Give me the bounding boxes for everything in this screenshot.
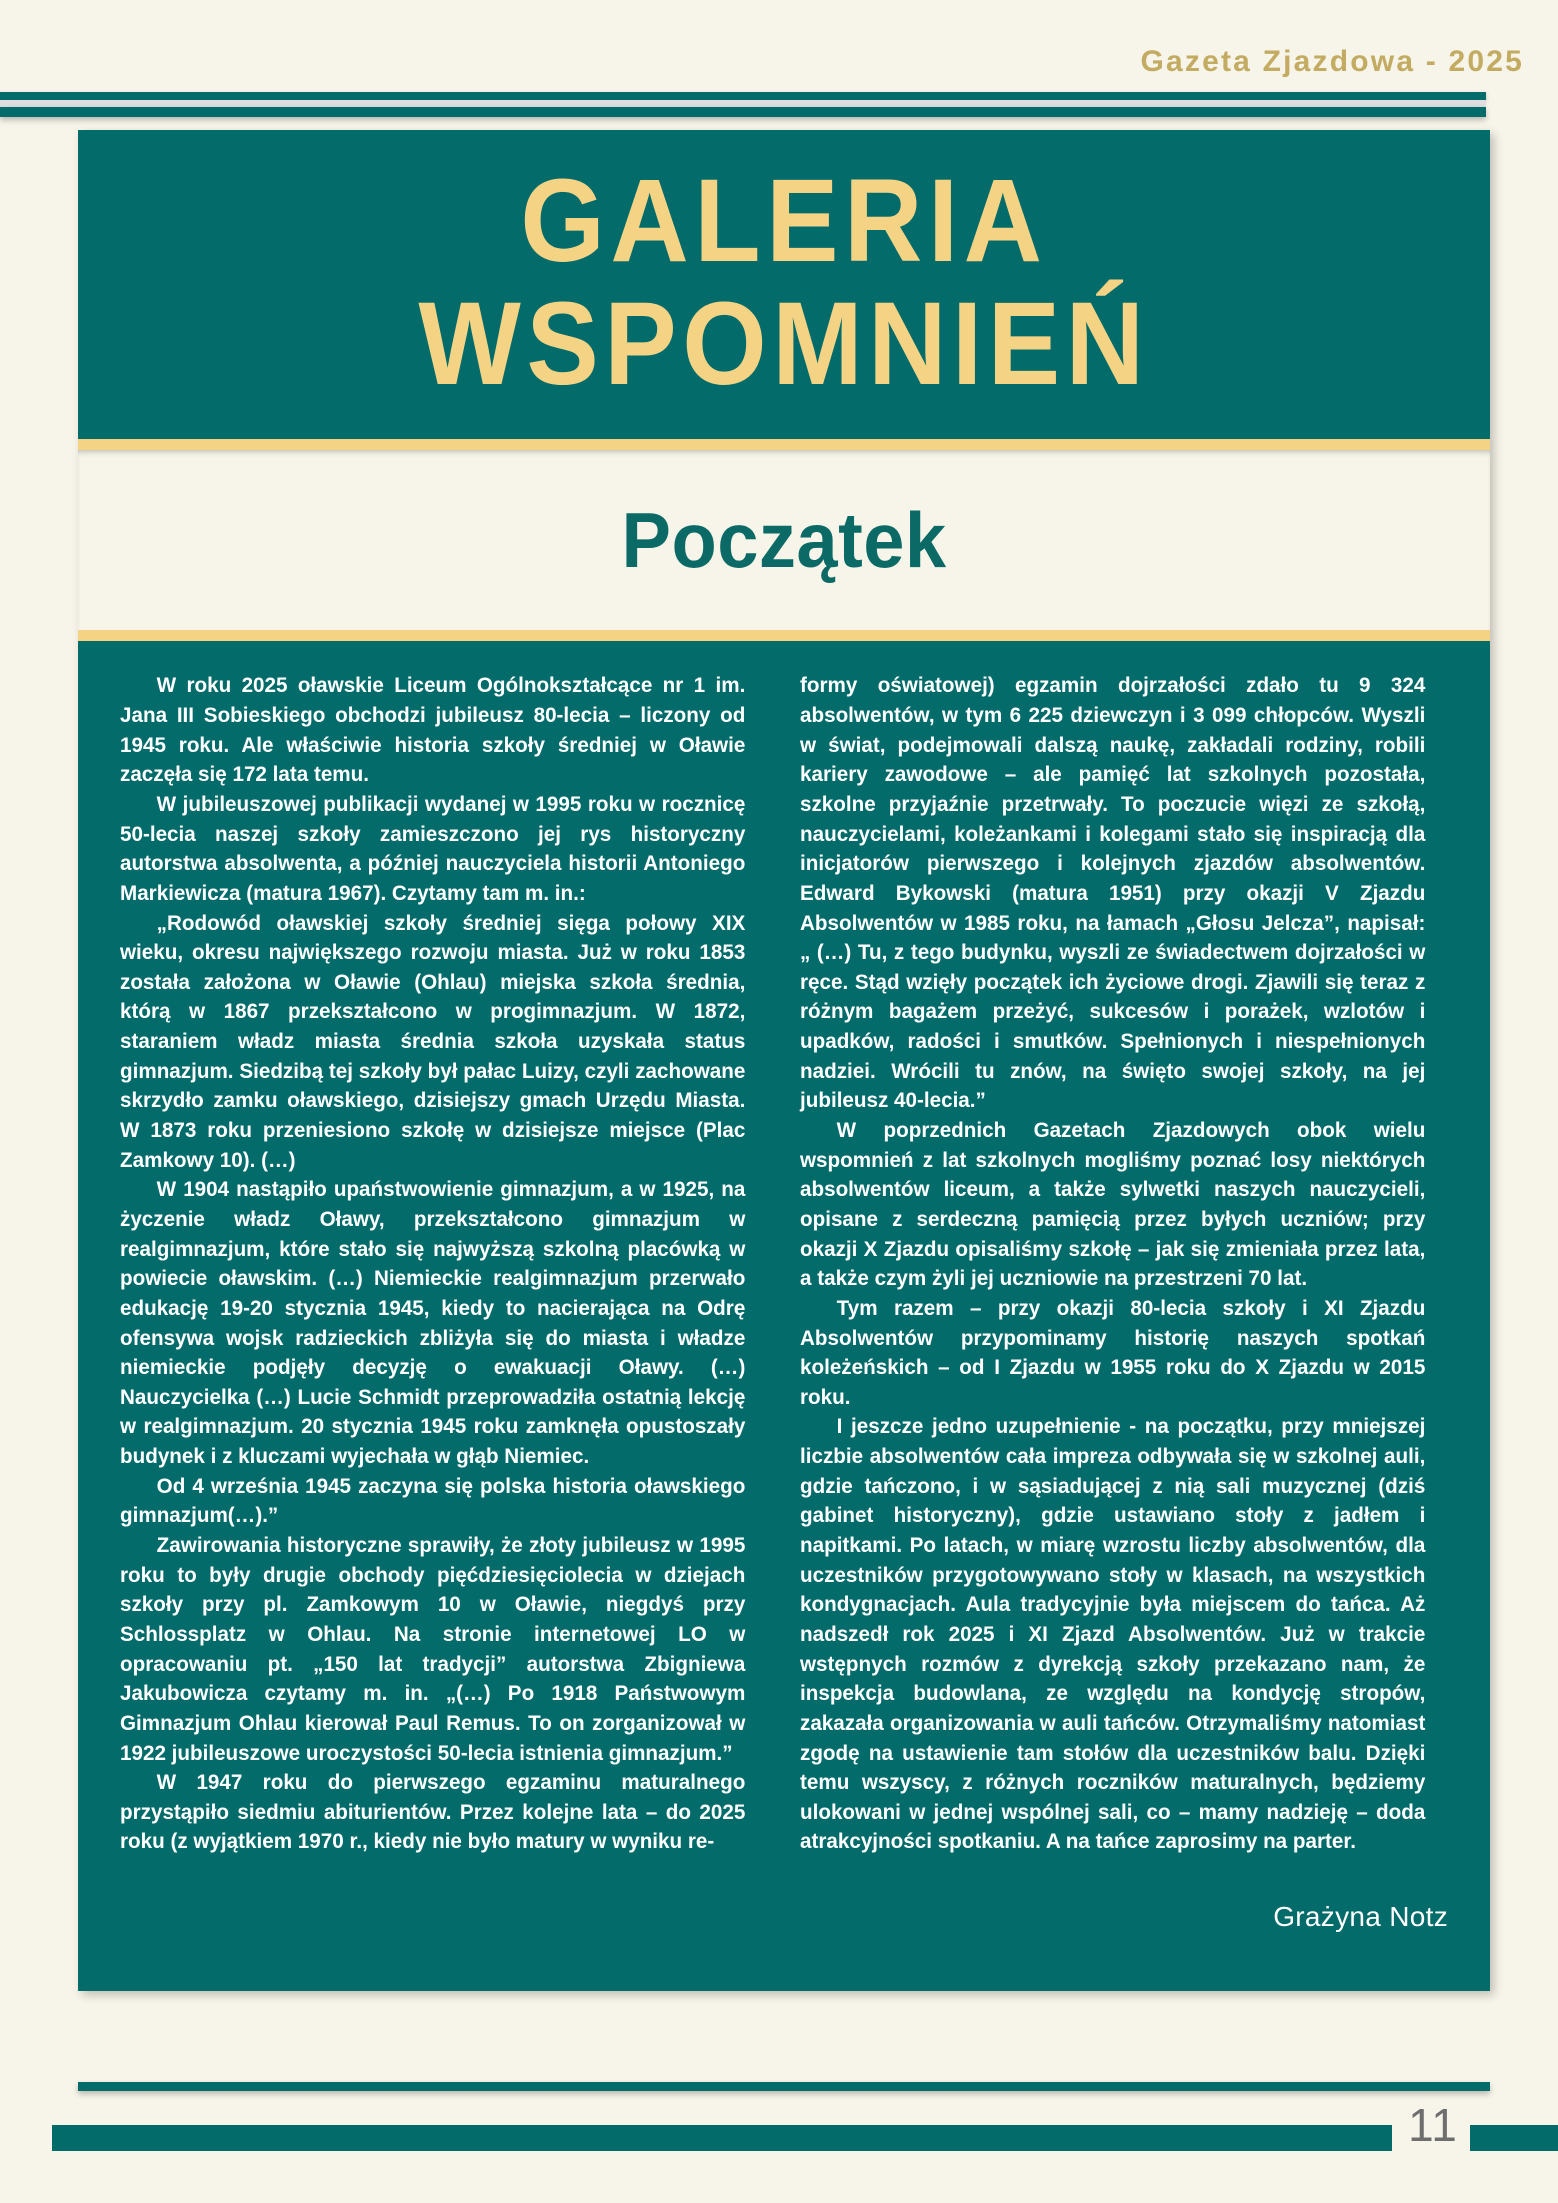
article-column-left xyxy=(120,671,768,1933)
paragraph: „Rodowód oławskiej szkoły średniej sięga połowy XIX wieku, okresu największego rozwoju miasta. Już w roku 1853 została założona w Oławie (Ohlau) miejska szkoła średnia, którą w 1867 przekształcono w progimnazjum. W 1872, staraniem władz miasta średnia szkoła uzyskała status gimnazjum. Siedzibą tej szkoły był pałac Luizy, czyli zachowane skrzydło zamku oławskiego, dzisiejszy gmach Urzędu Miasta. W 1873 roku przeniesiono szkołę w dzisiejsze miejsce (Plac Zamkowy 10). (…) xyxy=(120,910,746,1172)
hero-title xyxy=(78,130,1490,439)
article-columns xyxy=(78,641,1490,1991)
article-block xyxy=(78,130,1490,1991)
paragraph: Tym razem – przy okazji 80-lecia szkoły i XI Zjazdu Absolwentów przypominamy historię naszych spotkań koleżeńskich – od I Zjazdu w 1955 roku do X Zjazdu w 2015 roku. xyxy=(800,1295,1426,1409)
masthead-rule-stack xyxy=(0,92,1486,126)
footer-bar-right xyxy=(1470,2125,1558,2151)
subtitle-band xyxy=(78,450,1490,630)
paragraph: W jubileuszowej publikacji wydanej w 1995 roku w rocznicę 50-lecia naszej szkoły zamieszczono jej rys historyczny autorstwa absolwenta, a później nauczyciela historii Antoniego Markiewicza (matura 1967). Czytamy tam m. in.: xyxy=(120,792,746,905)
gold-band-bottom xyxy=(78,630,1490,641)
paragraph: W 1904 nastąpiło upaństwowienie gimnazjum, a w 1925, na życzenie władz Oławy, przekształcono gimnazjum w realgimnazjum, które stało się najwyższą szkolną placówką w powiecie oławskim. (…) Niemieckie realgimnazjum przerwało edukację 19-20 stycznia 1945, kiedy to nacierająca na Odrę ofensywa wojsk radzieckich zbliżyła się do miasta i władze niemieckie podjęły decyzję o ewakuacji Oławy. (…) Nauczycielka (…) Lucie Schmidt przeprowadziła ostatnią lekcję w realgimnazjum. 20 stycznia 1945 roku zamknęła opustoszały budynek i z kluczami wyjechała w głąb Niemiec. xyxy=(120,1177,746,1469)
subtitle-heading: Początek xyxy=(621,495,947,584)
paragraph: W 1947 roku do pierwszego egzaminu maturalnego przystąpiło siedmiu abiturientów. Przez kolejne lata – do 2025 roku (z wyjątkiem 1970 r., kiedy nie było matury w wyniku re- xyxy=(120,1770,746,1854)
hero-title-line-2: WSPOMNIEŃ xyxy=(418,277,1150,410)
article-column-right xyxy=(800,671,1448,1933)
paragraph: Od 4 września 1945 zaczyna się polska historia oławskiego gimnazjum(…).” xyxy=(120,1473,746,1528)
paragraph: W roku 2025 oławskie Liceum Ogólnokształcące nr 1 im. Jana III Sobieskiego obchodzi jubileusz 80-lecia – liczony od 1945 roku. Ale właściwie historia szkoły średniej w Oławie zaczęła się 172 lata temu. xyxy=(120,673,746,787)
masthead-rule-gap xyxy=(0,100,1486,107)
footer-bar-left xyxy=(52,2125,1392,2151)
author-signature: Grażyna Notz xyxy=(1273,1901,1448,1933)
masthead-title: Gazeta Zjazdowa - 2025 xyxy=(1140,45,1524,78)
masthead-rule-upper xyxy=(0,92,1486,100)
paragraph: Zawirowania historyczne sprawiły, że złoty jubileusz w 1995 roku to były drugie obchody pięćdziesięciolecia w dziejach szkoły przy pl. Zamkowym 10 w Oławie, niegdyś przy Schlossplatz w Ohlau. Na stronie internetowej LO w opracowaniu pt. „150 lat tradycji” autorstwa Zbigniewa Jakubowicza czytamy m. in. „(…) Po 1918 Państwowym Gimnazjum Ohlau kierował Paul Remus. To on zorganizował w 1922 jubileuszowe uroczystości 50-lecia istnienia gimnazjum.” xyxy=(120,1533,746,1765)
paragraph: W poprzednich Gazetach Zjazdowych obok wielu wspomnień z lat szkolnych mogliśmy poznać losy niektórych absolwentów liceum, a także sylwetki naszych nauczycieli, opisane z serdeczną pamięcią przez byłych uczniów; przy okazji X Zjazdu opisaliśmy szkołę – jak się zmieniała przez lata, a także czym żyli jej uczniowie na przestrzeni 70 lat. xyxy=(800,1118,1426,1291)
gold-band-top xyxy=(78,439,1490,450)
paragraph: I jeszcze jedno uzupełnienie - na początku, przy mniejszej liczbie absolwentów cała impreza odbywała się w szkolnej auli, gdzie tańczono, i w sąsiadującej z nią sali muzycznej (dziś gabinet historyczny), gdzie ustawiano stoły z jadłem i napitkami. Po latach, w miarę wzrostu liczby absolwentów, dla uczestników przygotowywano stoły w klasach, na wszystkich kondygnacjach. Aula tradycyjnie była miejscem do tańca. Aż nadszedł rok 2025 i XI Zjazd Absolwentów. Już w trakcie wstępnych rozmów z dyrekcją szkoły przekazano nam, że inspekcja budowlana, ze względu na kondycję stropów, zakazała organizowania w auli tańców. Otrzymaliśmy natomiast zgodę na ustawienie tam stołów dla uczestników balu. Dzięki temu wszyscy, z różnych roczników maturalnych, będziemy ulokowani w jednej wspólnej sali, co – mamy nadzieję – doda atrakcyjności spotkaniu. A na tańce zaprosimy na parter. xyxy=(800,1414,1426,1854)
footer-rule xyxy=(78,2082,1490,2091)
page-number: 11 xyxy=(1408,2099,1458,2151)
masthead-rule-lower xyxy=(0,107,1486,117)
hero-title-line-1: GALERIA xyxy=(520,155,1048,287)
paragraph: formy oświatowej) egzamin dojrzałości zdało tu 9 324 absolwentów, w tym 6 225 dziewczyn i 3 099 chłopców. Wyszli w świat, podejmowali dalszą naukę, zakładali rodziny, robili kariery zawodowe – ale pamięć lat szkolnych pozostała, szkolne przyjaźnie przetrwały. To poczucie więzi ze szkołą, nauczycielami, koleżankami i kolegami stało się inspiracją dla inicjatorów pierwszego i kolejnych zjazdów absolwentów. Edward Bykowski (matura 1951) przy okazji V Zjazdu Absolwentów w 1985 roku, na łamach „Głosu Jelcza”, napisał: „ (…) Tu, z tego budynku, wyszli ze świadectwem dojrzałości w ręce. Stąd wzięły początek ich życiowe drogi. Zjawili się teraz z różnym bagażem przeżyć, sukcesów i porażek, wzlotów i upadków, radości i smutków. Spełnionych i niespełnionych nadziei. Wrócili tu znów, na święto swojej szkoły, na jej jubileusz 40-lecia.” xyxy=(800,673,1426,1113)
